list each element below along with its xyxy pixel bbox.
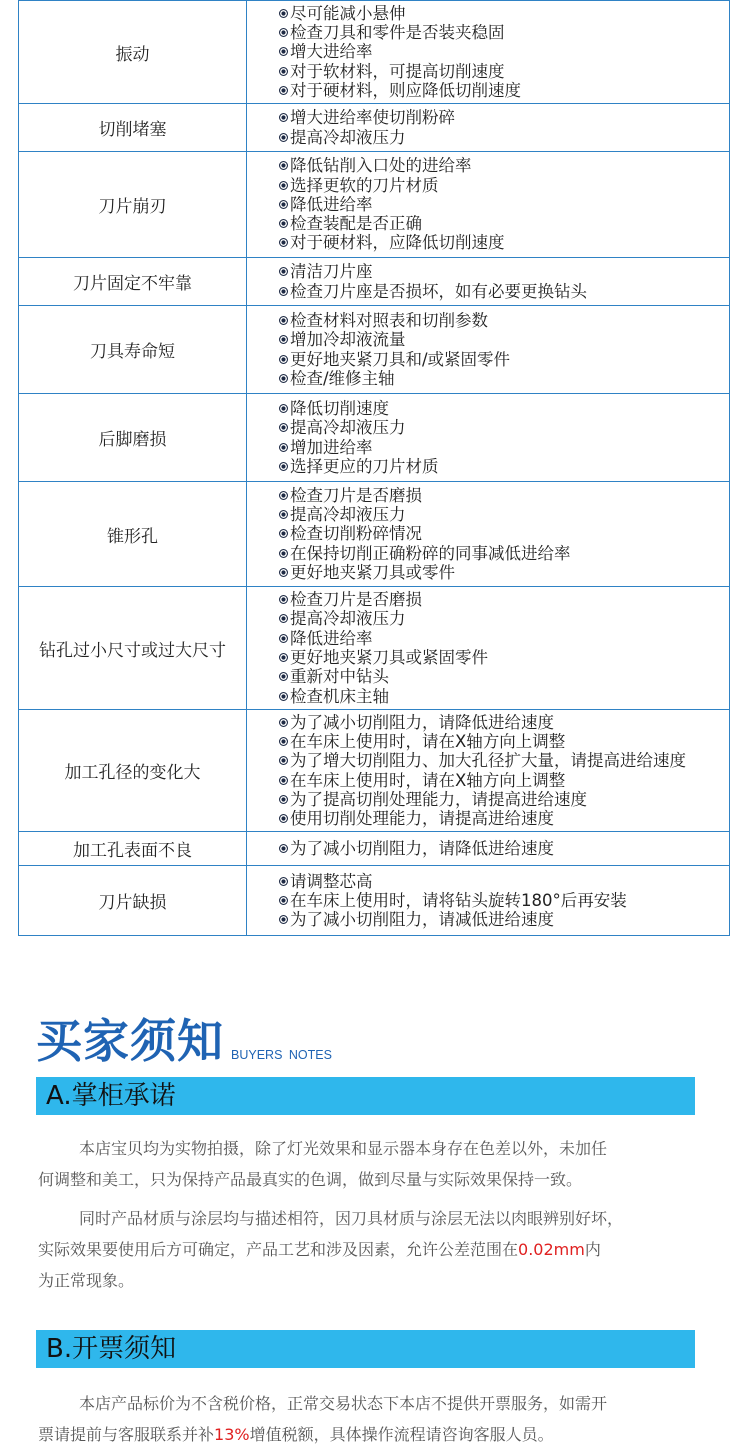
solution-item: 增大进给率使切削粉碎: [279, 108, 729, 127]
table-row: [19, 394, 730, 482]
table-row: [19, 152, 730, 258]
table-row: [19, 587, 730, 710]
solution-list: [279, 399, 729, 476]
solution-item: 请调整芯高: [279, 872, 729, 891]
solution-item: 为了减小切削阻力，请减低进给速度: [279, 910, 729, 929]
problem-cell: 后脚磨损: [19, 394, 247, 482]
section-b-paragraph-1: [38, 1388, 698, 1450]
solution-list: [279, 311, 729, 388]
solution-item: 增大进给率: [279, 42, 729, 61]
buyers-notes-heading: 买家须知: [36, 1014, 224, 1068]
solution-item: 更好地夹紧刀具或零件: [279, 563, 729, 582]
solution-cell: [247, 258, 730, 306]
solution-item: 检查刀片座是否损坏，如有必要更换钻头: [279, 282, 729, 301]
solution-item: 使用切削处理能力，请提高进给速度: [279, 809, 729, 828]
table-row: [19, 306, 730, 394]
text-line: 本店宝贝均为实物拍摄，除了灯光效果和显示器本身存在色差以外，未加任: [79, 1139, 608, 1158]
solution-item: 检查刀片是否磨损: [279, 486, 729, 505]
solution-cell: [247, 394, 730, 482]
solution-list: [279, 4, 729, 100]
solution-item: 降低钻削入口处的进给率: [279, 156, 729, 175]
solution-item: 检查切削粉碎情况: [279, 524, 729, 543]
table-row: [19, 832, 730, 866]
solution-item: 为了减小切削阻力，请降低进给速度: [279, 839, 729, 858]
solution-item: 检查刀片是否磨损: [279, 590, 729, 609]
solution-item: 对于软材料，可提高切削速度: [279, 62, 729, 81]
solution-item: 降低进给率: [279, 629, 729, 648]
section-b-title: B.开票须知: [36, 1330, 695, 1368]
solution-list: [279, 486, 729, 582]
solution-item: 为了减小切削阻力，请降低进给速度: [279, 713, 729, 732]
solution-item: 提高冷却液压力: [279, 128, 729, 147]
text-segment: 实际效果要使用后方可确定，产品工艺和涉及因素，允许公差范围在: [38, 1240, 519, 1259]
solution-cell: [247, 104, 730, 152]
solution-list: [279, 156, 729, 252]
solution-item: 增加冷却液流量: [279, 330, 729, 349]
solution-item: 提高冷却液压力: [279, 609, 729, 628]
table-row: [19, 104, 730, 152]
table-row: [19, 258, 730, 306]
section-a-paragraph-2: [38, 1203, 698, 1296]
problem-cell: 刀片崩刃: [19, 152, 247, 258]
solution-item: 为了提高切削处理能力，请提高进给速度: [279, 790, 729, 809]
buyers-notes-subtitle: BUYERS NOTES: [231, 1048, 332, 1062]
solution-item: 在车床上使用时，请在X轴方向上调整: [279, 771, 729, 790]
table-row: [19, 482, 730, 587]
text-line: [38, 1234, 698, 1265]
problem-cell: 刀具寿命短: [19, 306, 247, 394]
text-line: 为正常现象。: [38, 1271, 135, 1290]
solution-cell: [247, 710, 730, 832]
solution-item: 检查刀具和零件是否装夹稳固: [279, 23, 729, 42]
solution-item: 更好地夹紧刀具或紧固零件: [279, 648, 729, 667]
solution-item: 降低切削速度: [279, 399, 729, 418]
solution-item: 选择更应的刀片材质: [279, 457, 729, 476]
text-segment: 内: [584, 1240, 601, 1259]
text-segment: 票请提前与客服联系并补: [38, 1425, 215, 1444]
solution-item: 更好地夹紧刀具和/或紧固零件: [279, 350, 729, 369]
solution-item: 在车床上使用时，请在X轴方向上调整: [279, 732, 729, 751]
text-line: 何调整和美工，只为保持产品最真实的色调，做到尽量与实际效果保持一致。: [38, 1170, 583, 1189]
problem-cell: 钻孔过小尺寸或过大尺寸: [19, 587, 247, 710]
tax-highlight: 13%: [214, 1425, 250, 1444]
troubleshooting-table: [18, 0, 730, 936]
solution-item: 在车床上使用时，请将钻头旋转180°后再安装: [279, 891, 729, 910]
solution-item: 检查/维修主轴: [279, 369, 729, 388]
solution-cell: [247, 152, 730, 258]
problem-cell: 加工孔径的变化大: [19, 710, 247, 832]
solution-cell: [247, 832, 730, 866]
section-a-title: A.掌柜承诺: [36, 1077, 695, 1115]
solution-list: [279, 872, 729, 930]
table-row: [19, 1, 730, 104]
solution-item: 在保持切削正确粉碎的同事减低进给率: [279, 544, 729, 563]
problem-cell: 锥形孔: [19, 482, 247, 587]
text-segment: 增值税额，具体操作流程请咨询客服人员。: [249, 1425, 554, 1444]
solution-item: 尽可能减小悬伸: [279, 4, 729, 23]
solution-item: 检查装配是否正确: [279, 214, 729, 233]
problem-cell: 加工孔表面不良: [19, 832, 247, 866]
solution-list: [279, 108, 729, 147]
text-line: 本店产品标价为不含税价格，正常交易状态下本店不提供开票服务，如需开: [79, 1394, 608, 1413]
solution-cell: [247, 306, 730, 394]
section-a-paragraph-1: [38, 1133, 698, 1195]
solution-list: [279, 590, 729, 706]
solution-item: 重新对中钻头: [279, 667, 729, 686]
problem-cell: 刀片固定不牢靠: [19, 258, 247, 306]
solution-list: [279, 262, 729, 301]
solution-cell: [247, 482, 730, 587]
solution-item: 对于硬材料，则应降低切削速度: [279, 81, 729, 100]
solution-cell: [247, 1, 730, 104]
solution-cell: [247, 587, 730, 710]
solution-cell: [247, 866, 730, 936]
solution-item: 对于硬材料，应降低切削速度: [279, 233, 729, 252]
solution-item: 清洁刀片座: [279, 262, 729, 281]
solution-list: [279, 713, 729, 829]
solution-item: 选择更软的刀片材质: [279, 176, 729, 195]
problem-cell: 切削堵塞: [19, 104, 247, 152]
solution-item: 增加进给率: [279, 438, 729, 457]
solution-item: 检查机床主轴: [279, 687, 729, 706]
solution-item: 检查材料对照表和切削参数: [279, 311, 729, 330]
solution-item: 提高冷却液压力: [279, 505, 729, 524]
solution-item: 降低进给率: [279, 195, 729, 214]
solution-list: [279, 839, 729, 858]
problem-cell: 振动: [19, 1, 247, 104]
table-row: [19, 710, 730, 832]
solution-item: 为了增大切削阻力、加大孔径扩大量，请提高进给速度: [279, 751, 729, 770]
text-line: 同时产品材质与涂层均与描述相符，因刀具材质与涂层无法以肉眼辨别好坏，: [79, 1209, 624, 1228]
text-line: [38, 1419, 698, 1450]
problem-cell: 刀片缺损: [19, 866, 247, 936]
solution-item: 提高冷却液压力: [279, 418, 729, 437]
table-row: [19, 866, 730, 936]
tolerance-highlight: 0.02mm: [518, 1240, 585, 1259]
table-body: [19, 1, 730, 936]
